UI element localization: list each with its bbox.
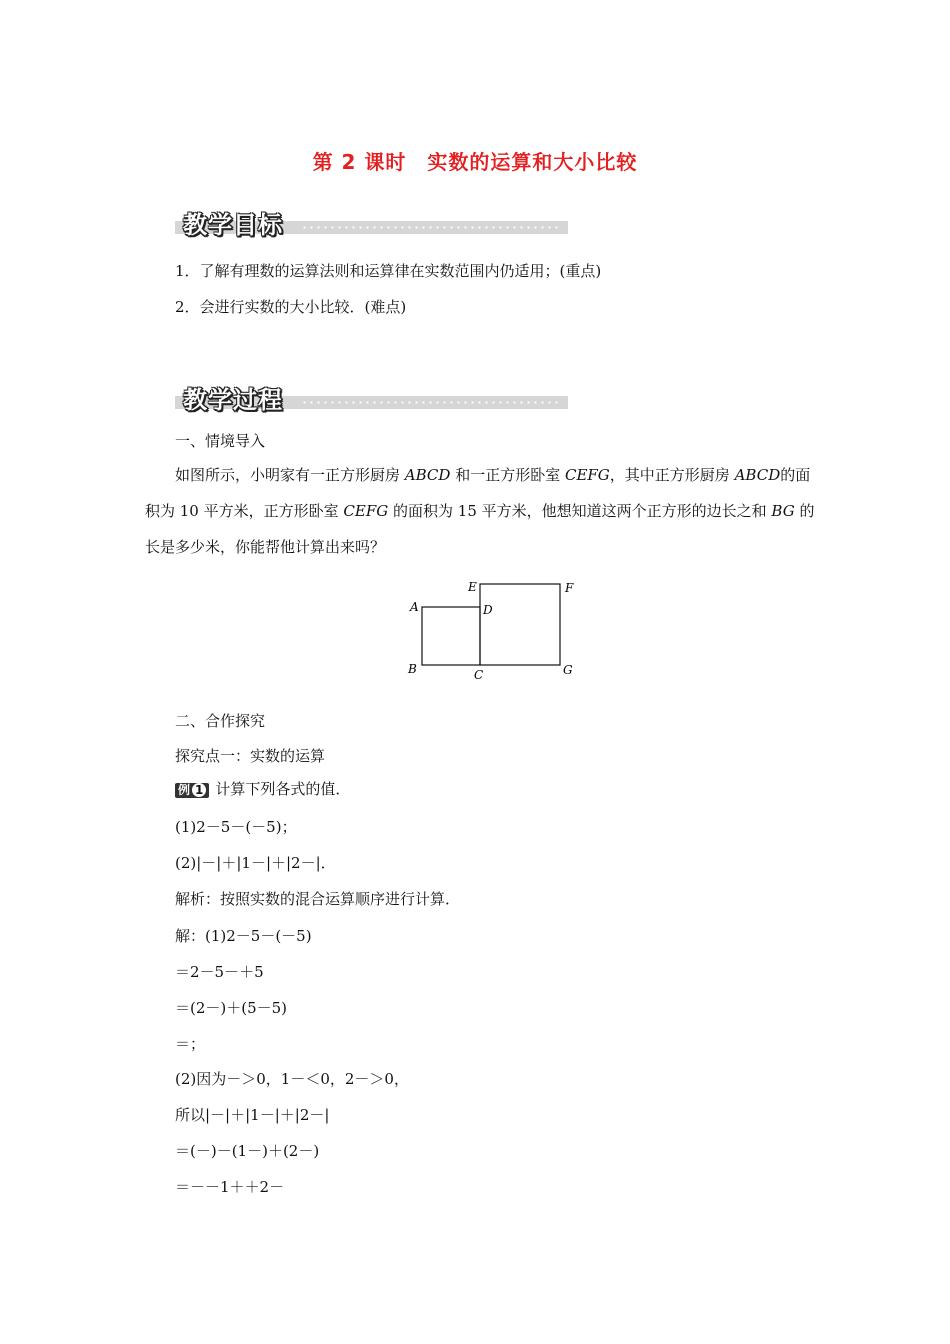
label-c: C <box>474 668 484 682</box>
label-b: B <box>408 662 417 676</box>
intro-text: 如图所示，小明家有一正方形厨房 <box>175 466 405 484</box>
var-bg: BG <box>771 502 795 520</box>
label-e: E <box>468 580 477 594</box>
explore-point-1: 探究点一：实数的运算 <box>175 747 326 765</box>
label-f: F <box>565 581 574 595</box>
example-1 <box>175 778 350 800</box>
section-heading-process: 教学过程 <box>183 386 283 414</box>
var-abcd: ABCD <box>734 466 781 484</box>
label-d: D <box>483 603 493 617</box>
section-heading-objectives: 教学目标 <box>183 211 283 239</box>
intro-text: 和一正方形卧室 <box>450 466 565 484</box>
banner-dots <box>301 401 561 404</box>
var-cefg: CEFG <box>564 466 610 484</box>
banner-dots <box>301 226 561 229</box>
solution-line: 解：(1)2－5－(－5) <box>175 927 312 945</box>
square-cefg <box>480 584 560 665</box>
solution-line: ＝(－)－(1－)＋(2－) <box>175 1142 320 1160</box>
part-heading-scenario: 一、情境导入 <box>175 432 266 450</box>
var-cefg: CEFG <box>343 502 389 520</box>
intro-text: 的面积为 10 平方米，正方形卧室 <box>145 466 811 520</box>
solution-line: ＝(2－)＋(5－5) <box>175 999 288 1017</box>
example-text: 计算下列各式的值． <box>215 780 351 798</box>
solution-line: (2)|－|＋|1－|＋|2－|． <box>175 854 336 872</box>
label-g: G <box>563 663 573 677</box>
example-badge-number: 1 <box>192 783 206 797</box>
section-banner-process <box>175 380 570 412</box>
label-a: A <box>410 600 419 614</box>
scenario-paragraph <box>145 457 815 565</box>
square-abcd <box>422 607 480 665</box>
intro-text: ，其中正方形厨房 <box>609 466 735 484</box>
section-banner-objectives <box>175 205 570 237</box>
solution-line: ＝； <box>175 1035 206 1053</box>
solution-line: (1)2－5－(－5)； <box>175 818 297 836</box>
objective-item-1: 1．了解有理数的运算法则和运算律在实数范围内仍适用；(重点) <box>175 262 602 280</box>
objective-item-2: 2．会进行实数的大小比较．(难点) <box>175 298 407 316</box>
page-title: 第 2 课时 实数的运算和大小比较 <box>312 150 638 174</box>
squares-figure <box>400 576 590 684</box>
solution-line: 所以|－|＋|1－|＋|2－| <box>175 1106 330 1124</box>
solution-line: 解析：按照实数的混合运算顺序进行计算． <box>175 890 461 908</box>
var-abcd: ABCD <box>404 466 451 484</box>
solution-line: ＝－－1＋＋2－ <box>175 1178 285 1196</box>
example-badge-label: 例 <box>178 783 191 797</box>
solution-line: (2)因为－＞0，1－＜0，2－＞0， <box>175 1070 409 1088</box>
solution-line: ＝2－5－＋5 <box>175 963 264 981</box>
intro-text: 的面积为 15 平方米，他想知道这两个正方形的边长之和 <box>388 502 772 520</box>
example-badge <box>175 783 209 798</box>
intro-text: 的长是多少米，你能帮他计算出来吗？ <box>145 502 815 556</box>
part-heading-explore: 二、合作探究 <box>175 712 266 730</box>
